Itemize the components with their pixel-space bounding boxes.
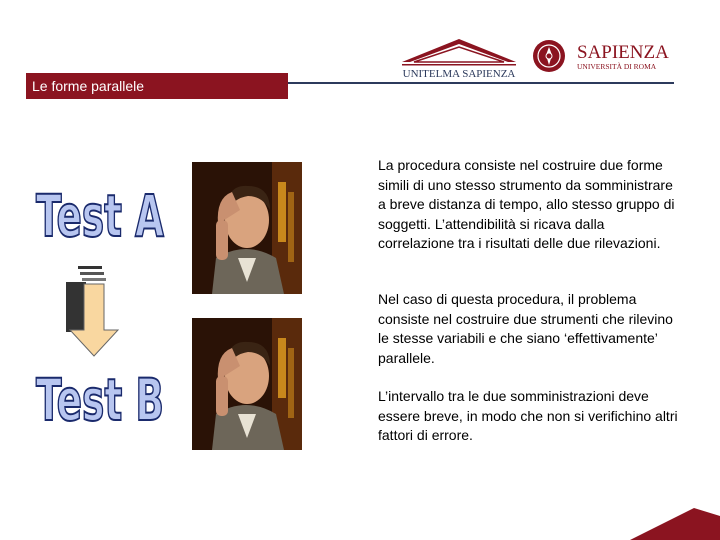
corner-decoration bbox=[630, 508, 720, 540]
test-b-label bbox=[34, 360, 168, 434]
down-arrow-icon bbox=[62, 264, 124, 360]
paragraph-interval: L’intervallo tra le due somministrazioni deve essere breve, in modo che non si verifichino altri fattori di errore. bbox=[378, 388, 678, 443]
sapienza-logo bbox=[532, 36, 677, 78]
sapienza-logo-name: SAPIENZA bbox=[577, 42, 669, 63]
paragraph-problem: Nel caso di questa procedura, il problema consiste nel costruire due strumenti che rilevino le stesse variabili e che siano ‘effettivamente’ parallele. bbox=[378, 291, 673, 366]
unitelma-logo bbox=[398, 36, 520, 80]
test-b-text: Test B bbox=[36, 366, 164, 434]
paragraph-procedure: La procedura consiste nel costruire due forme simili di uno stesso strumento da somministrare a breve distanza di tempo, allo stesso gruppo di soggetti. L’attendibilità si ricava dalla correlazione tra i risultati delle due rilevazioni. bbox=[378, 157, 675, 251]
slide-title: Le forme parallele bbox=[26, 73, 288, 99]
header-divider bbox=[288, 82, 674, 84]
unitelma-logo-text: UNITELMA SAPIENZA bbox=[402, 68, 516, 80]
student-photo-bottom bbox=[192, 318, 302, 450]
test-a-label bbox=[34, 176, 168, 250]
student-photo-top bbox=[192, 162, 302, 294]
test-a-text: Test A bbox=[36, 182, 165, 250]
sapienza-logo-sub: UNIVERSITÀ DI ROMA bbox=[577, 62, 657, 71]
